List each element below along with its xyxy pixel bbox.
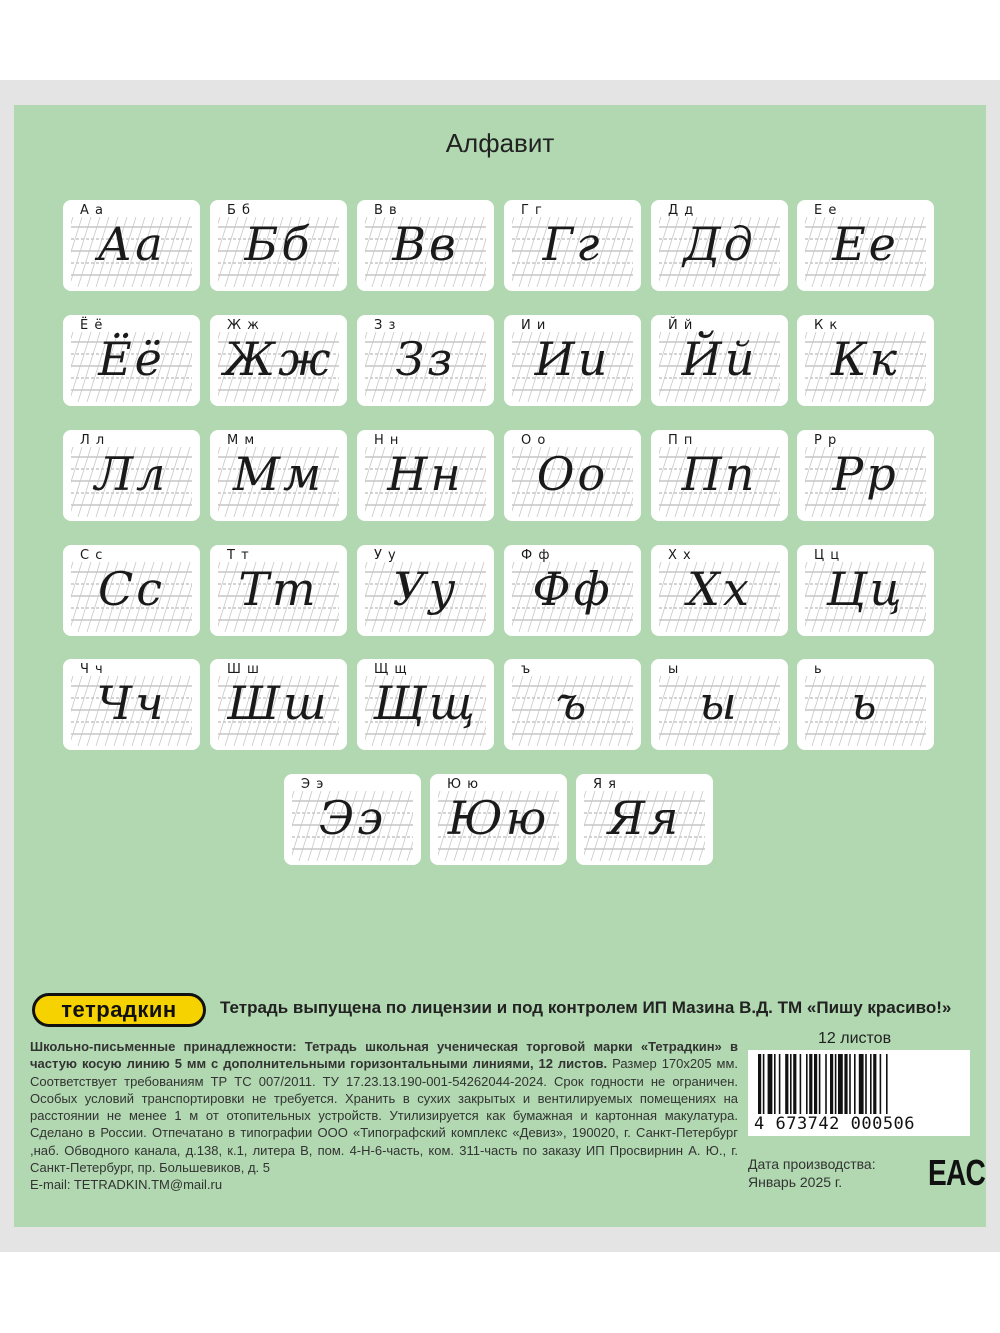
letter-label: М м (227, 433, 256, 448)
eac-mark: EAC (928, 1152, 985, 1193)
barcode-bar (849, 1054, 851, 1114)
letter-card (797, 659, 934, 750)
letter-script: Вв (392, 217, 459, 271)
letter-card (430, 774, 567, 865)
letter-label: Н н (374, 433, 400, 448)
barcode-bar (806, 1054, 808, 1114)
letter-card (797, 200, 934, 291)
letter-label: Я я (593, 777, 617, 792)
letter-label: У у (374, 548, 397, 563)
brand-logo: тетрадкин (32, 993, 206, 1027)
letter-script: Нн (387, 447, 464, 501)
letter-card (651, 315, 788, 406)
letter-script: Юю (447, 791, 550, 845)
letter-script: Мм (232, 447, 325, 501)
letter-script: Тт (238, 562, 319, 616)
letter-card (651, 659, 788, 750)
letter-card (357, 315, 494, 406)
barcode-bar (844, 1054, 847, 1114)
letter-script: Щщ (373, 676, 478, 730)
letter-card (797, 545, 934, 636)
letter-card (284, 774, 421, 865)
letter-script: Хх (687, 562, 752, 616)
letter-script: Цц (826, 562, 905, 616)
letter-label: Е е (814, 203, 838, 218)
letter-label: О о (521, 433, 547, 448)
letter-card (210, 200, 347, 291)
letter-label: Г г (521, 203, 543, 218)
letter-script: Дд (683, 217, 756, 271)
letter-label: Л л (80, 433, 106, 448)
letter-label: Р р (814, 433, 838, 448)
barcode-bar (785, 1054, 788, 1114)
letter-script: Ёё (98, 332, 165, 386)
letter-script: Лл (94, 447, 169, 501)
description-email: E-mail: TETRADKIN.TM@mail.ru (30, 1177, 223, 1193)
letter-script: Яя (607, 791, 682, 845)
barcode-bar (854, 1054, 856, 1114)
letter-label: Ф ф (521, 548, 551, 563)
barcode-bar (763, 1054, 765, 1114)
barcode-bar (814, 1054, 817, 1114)
letter-script: Кк (830, 332, 901, 386)
letter-script: Уу (392, 562, 459, 616)
letter-card (210, 659, 347, 750)
barcode-bar (774, 1054, 776, 1114)
letter-label: ь (814, 662, 823, 677)
letter-card (504, 430, 641, 521)
letter-card (63, 430, 200, 521)
letter-label: И и (521, 318, 547, 333)
license-text: Тетрадь выпущена по лицензии и под контролем ИП Мазина В.Д. ТМ «Пишу красиво!» (220, 998, 952, 1017)
letter-label: Х х (668, 548, 692, 563)
barcode-bar (870, 1054, 872, 1114)
letter-label: А а (80, 203, 104, 218)
letter-card (504, 545, 641, 636)
barcode-bar (880, 1054, 882, 1114)
letter-label: К к (814, 318, 839, 333)
letter-script: ы (699, 676, 740, 730)
letter-script: Фф (532, 562, 613, 616)
barcode-number: 4 673742 000506 (754, 1114, 916, 1134)
barcode-bar (835, 1054, 837, 1114)
letter-script: Ээ (319, 791, 386, 845)
description-body: Размер 170х205 мм. Соответствует требованиям ТР ТС 007/2011. ТУ 17.23.13.190-001-54262044-2024. Срок годности не ограничен. Особых условий транспортировки не требуется. Хранить в сухих закрытых и вентилируемых помещениях на расстоянии не менее 1 м от отопительных устройств. Утилизируется как бумажная и картонная макулатура. Сделано в России. Отпечатано в типографии ООО «Типографский комплекс «Девиз», 190020, г. Санкт-Петербург ,наб. Обводного канала, д.138, к.1, литера В, пом. 4-Н-6-часть, ком. 311-часть по заказу ИП Просвирнин А. Ю., г. Санкт-Петербург, пр. Большевиков, д. 5 (30, 1056, 738, 1176)
letter-card (357, 659, 494, 750)
letter-label: Ш ш (227, 662, 260, 677)
letter-card (63, 315, 200, 406)
letter-script: Аа (97, 217, 166, 271)
sheet-count: 12 листов (818, 1030, 892, 1047)
production-date: Январь 2025 г. (748, 1174, 843, 1190)
letter-card (210, 545, 347, 636)
letter-script: Бб (244, 217, 313, 271)
barcode-bar (819, 1054, 821, 1114)
letter-script: Жж (223, 332, 334, 386)
product-description (30, 1038, 738, 1194)
letter-card (504, 315, 641, 406)
letter-script: Шш (227, 676, 330, 730)
letter-label: Э э (301, 777, 325, 792)
letter-card (576, 774, 713, 865)
barcode-bar (825, 1054, 827, 1114)
letter-card (210, 315, 347, 406)
barcode-bar (865, 1054, 867, 1114)
letter-label: Б б (227, 203, 252, 218)
page-title: Алфавит (445, 128, 555, 158)
letter-label: ы (668, 662, 680, 677)
letter-label: ъ (521, 662, 532, 677)
letter-label: Ч ч (80, 662, 104, 677)
letter-script: Ии (534, 332, 611, 386)
barcode (748, 1050, 970, 1136)
letter-script: Рр (832, 447, 899, 501)
barcode-bar (830, 1054, 833, 1114)
letter-script: Зз (395, 332, 456, 386)
letter-script: Сс (98, 562, 165, 616)
letter-card (357, 545, 494, 636)
letter-card (210, 430, 347, 521)
barcode-bar (793, 1054, 796, 1114)
barcode-bar (790, 1054, 792, 1114)
letter-card (797, 430, 934, 521)
barcode-bar (779, 1054, 781, 1114)
letter-script: Йй (681, 332, 758, 386)
barcode-bars (754, 1054, 964, 1116)
letter-card (797, 315, 934, 406)
barcode-bar (758, 1054, 761, 1114)
barcode-bar (859, 1054, 864, 1114)
description-bold: Школьно-письменные принадлежности: Тетрадь школьная ученическая торговой марки «Тетрадкин» в частую косую линию 5 мм с дополнительными горизонтальными линиями, 12 листов. (30, 1039, 738, 1072)
letter-label: В в (374, 203, 398, 218)
letter-card (63, 545, 200, 636)
barcode-bar (800, 1054, 802, 1114)
letter-script: Оо (536, 447, 609, 501)
production-label: Дата производства: (748, 1156, 876, 1172)
letter-script: Ее (832, 217, 899, 271)
barcode-bar (873, 1054, 876, 1114)
letter-label: Ц ц (814, 548, 841, 563)
letter-label: С с (80, 548, 104, 563)
letter-label: Щ щ (374, 662, 408, 677)
barcode-bar (838, 1054, 843, 1114)
production-info (748, 1155, 876, 1191)
letter-card (504, 659, 641, 750)
barcode-bar (768, 1054, 773, 1114)
letter-label: Ж ж (227, 318, 260, 333)
letter-label: Ю ю (447, 777, 480, 792)
letter-label: Ё ё (80, 318, 104, 333)
letter-label: Т т (227, 548, 250, 563)
letter-script: Гг (542, 217, 603, 271)
letter-script: Чч (96, 676, 167, 730)
letter-card (504, 200, 641, 291)
barcode-bar (886, 1054, 888, 1114)
letter-card (651, 545, 788, 636)
letter-script: ъ (555, 676, 590, 730)
letter-card (63, 659, 200, 750)
letter-card (651, 200, 788, 291)
letter-card (357, 430, 494, 521)
letter-label: Д д (668, 203, 695, 218)
letter-card (357, 200, 494, 291)
letter-label: З з (374, 318, 397, 333)
letter-script: ь (851, 676, 880, 730)
letter-label: Й й (668, 318, 694, 333)
barcode-bar (809, 1054, 812, 1114)
letter-script: Пп (681, 447, 758, 501)
letter-label: П п (668, 433, 694, 448)
letter-card (63, 200, 200, 291)
letter-card (651, 430, 788, 521)
